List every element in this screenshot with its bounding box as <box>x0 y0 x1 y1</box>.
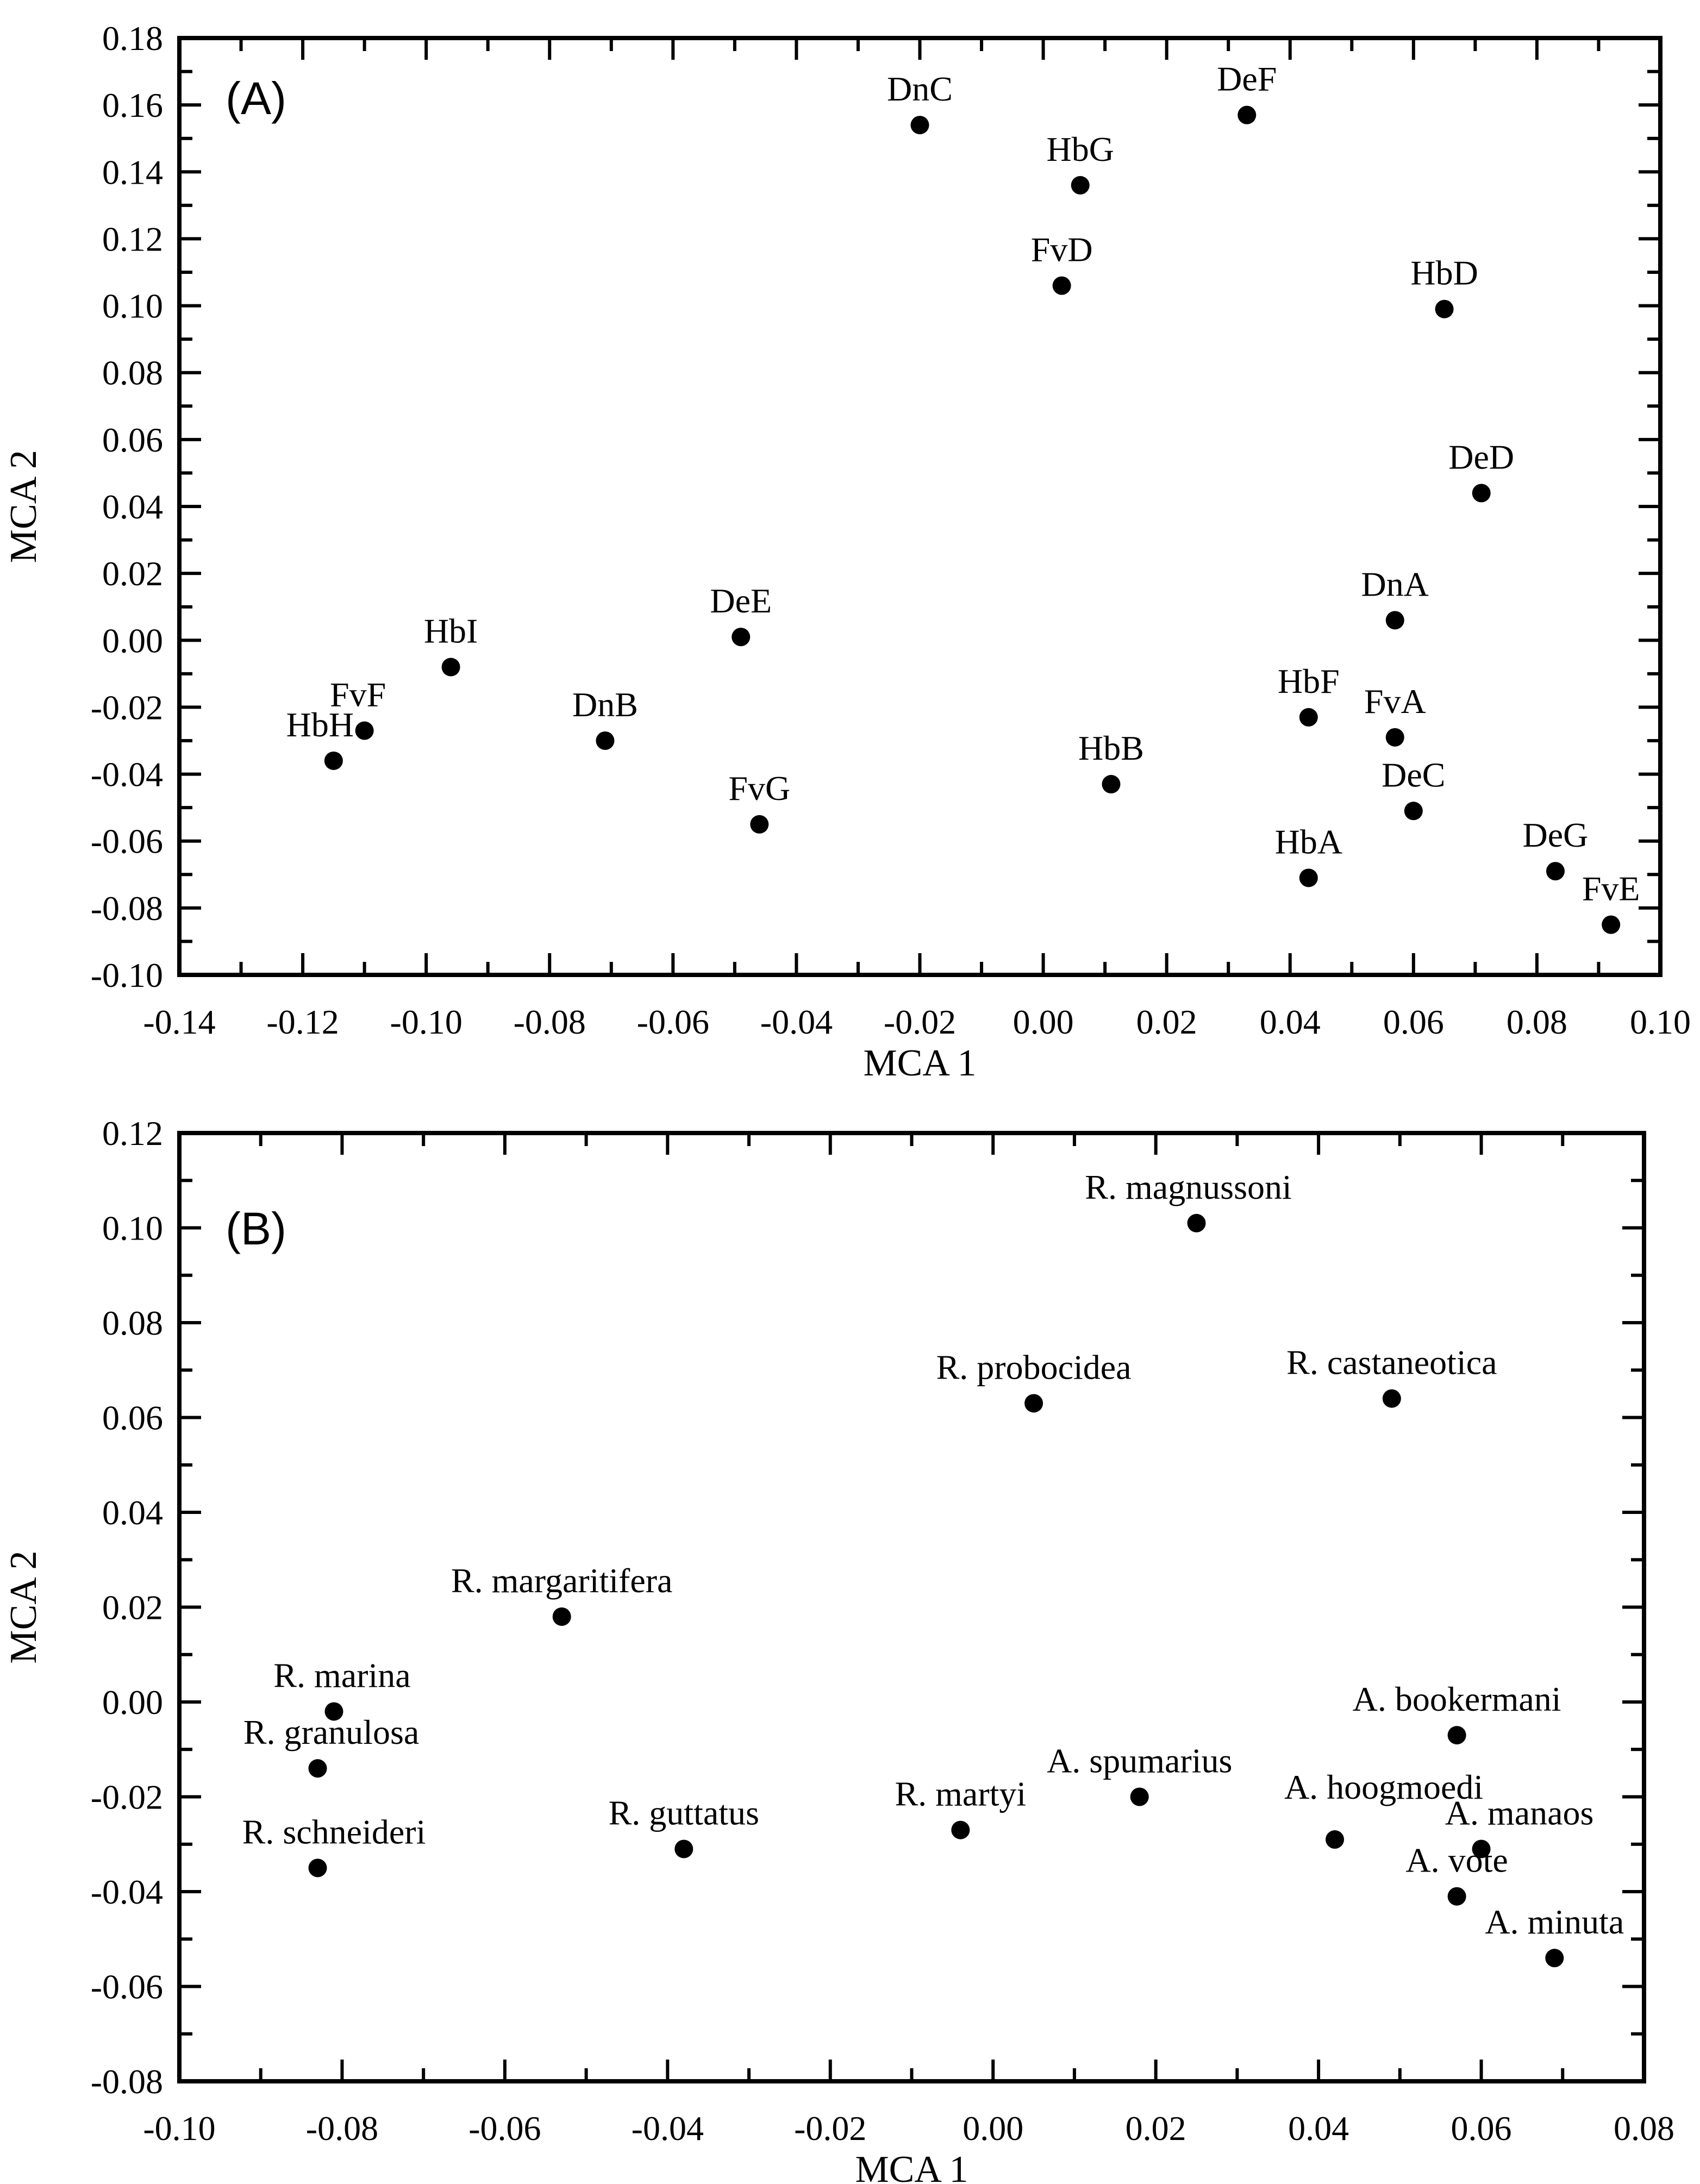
data-point <box>1472 484 1491 502</box>
data-point <box>1071 176 1090 195</box>
point-label: DeC <box>1382 755 1446 794</box>
point-label: HbA <box>1274 822 1343 861</box>
y-axis-title: MCA 2 <box>3 1550 45 1664</box>
x-axis-title: MCA 1 <box>863 1042 977 1084</box>
x-tick-label: -0.12 <box>266 1003 339 1041</box>
x-axis-title: MCA 1 <box>855 2149 968 2184</box>
y-tick-label: 0.00 <box>102 621 163 660</box>
x-tick-label: -0.04 <box>760 1003 833 1041</box>
data-point <box>732 628 750 646</box>
x-tick-label: 0.06 <box>1451 2109 1512 2148</box>
point-label: A. manaos <box>1445 1793 1594 1832</box>
x-tick-label: 0.02 <box>1125 2109 1186 2148</box>
y-tick-label: 0.16 <box>102 86 163 125</box>
point-label: FvA <box>1364 681 1426 721</box>
data-point <box>1326 1830 1344 1849</box>
y-tick-label: -0.08 <box>90 2062 163 2101</box>
data-point <box>1024 1394 1043 1412</box>
point-label: HbB <box>1078 729 1144 768</box>
point-label: A. vote <box>1405 1841 1508 1880</box>
data-point <box>1602 916 1620 934</box>
y-tick-label: 0.02 <box>102 1588 163 1627</box>
point-label: HbG <box>1046 129 1114 168</box>
data-point <box>1299 868 1318 887</box>
data-point <box>1188 1214 1206 1232</box>
y-tick-label: 0.04 <box>102 1493 163 1532</box>
data-point <box>750 815 768 834</box>
y-tick-label: 0.14 <box>102 153 163 192</box>
point-label: DnA <box>1361 565 1429 604</box>
data-point <box>553 1607 571 1626</box>
y-tick-label: 0.08 <box>102 353 163 392</box>
x-tick-label: 0.08 <box>1506 1003 1567 1041</box>
point-label: DeG <box>1522 816 1589 855</box>
point-label: HbD <box>1410 253 1478 292</box>
x-tick-label: -0.06 <box>636 1003 709 1041</box>
point-label: DnC <box>887 70 953 109</box>
data-point <box>1299 708 1318 727</box>
data-point <box>324 752 343 770</box>
data-point <box>1386 611 1404 629</box>
y-tick-label: -0.08 <box>90 888 163 928</box>
x-tick-label: 0.02 <box>1136 1003 1197 1041</box>
point-label: A. spumarius <box>1047 1741 1233 1780</box>
point-label: A. minuta <box>1485 1903 1624 1942</box>
data-point <box>1053 277 1071 295</box>
data-point <box>1545 1949 1564 1967</box>
point-label: R. castaneotica <box>1286 1343 1497 1382</box>
data-point <box>309 1858 327 1877</box>
y-tick-label: 0.12 <box>102 220 163 259</box>
data-point <box>596 731 614 750</box>
panel-label: (B) <box>226 1203 286 1254</box>
y-tick-label: 0.12 <box>102 1114 163 1153</box>
point-label: DnB <box>572 685 638 724</box>
point-label: R. martyi <box>895 1774 1027 1813</box>
y-tick-label: -0.06 <box>90 822 163 861</box>
y-axis-title: MCA 2 <box>3 449 45 564</box>
data-point <box>1448 1726 1466 1744</box>
point-label: FvG <box>728 768 791 808</box>
y-tick-label: 0.04 <box>102 487 163 526</box>
point-label: HbI <box>423 611 478 650</box>
x-tick-label: 0.00 <box>1012 1003 1074 1041</box>
point-label: R. magnussoni <box>1085 1167 1292 1206</box>
point-label: A. bookermani <box>1352 1680 1561 1719</box>
x-tick-label: -0.02 <box>794 2109 867 2148</box>
point-label: A. hoogmoedi <box>1284 1768 1484 1807</box>
data-point <box>1383 1390 1401 1408</box>
y-tick-label: 0.00 <box>102 1683 163 1722</box>
data-point <box>1404 802 1423 820</box>
point-label: DeE <box>710 581 772 621</box>
x-tick-label: 0.06 <box>1383 1003 1444 1041</box>
x-tick-label: -0.02 <box>883 1003 957 1041</box>
y-tick-label: -0.02 <box>90 688 163 727</box>
y-tick-label: 0.06 <box>102 1398 163 1437</box>
y-tick-label: -0.04 <box>90 1873 163 1911</box>
data-point <box>1546 862 1565 880</box>
point-label: R. probocidea <box>936 1348 1132 1387</box>
y-tick-label: -0.02 <box>90 1778 163 1817</box>
data-point <box>309 1759 327 1778</box>
point-label: FvD <box>1030 230 1093 269</box>
y-tick-label: 0.10 <box>102 1209 163 1248</box>
point-label: R. margaritifera <box>451 1561 673 1600</box>
data-point <box>1238 106 1256 124</box>
point-label: FvE <box>1582 869 1640 908</box>
point-label: R. guttatus <box>608 1793 759 1832</box>
point-label: R. schneideri <box>242 1812 426 1851</box>
x-tick-label: -0.14 <box>143 1003 216 1041</box>
point-label: HbF <box>1277 661 1340 700</box>
data-point <box>442 658 460 677</box>
x-tick-label: -0.10 <box>390 1003 462 1041</box>
x-tick-label: 0.10 <box>1630 1003 1691 1041</box>
panel-label: (A) <box>226 73 286 124</box>
y-tick-label: 0.18 <box>102 19 163 58</box>
point-label: HbH <box>286 705 354 744</box>
data-point <box>674 1839 693 1858</box>
point-label: R. granulosa <box>243 1713 420 1752</box>
point-label: DeD <box>1448 437 1515 477</box>
point-label: R. marina <box>273 1656 411 1695</box>
x-tick-label: -0.06 <box>468 2109 541 2148</box>
x-tick-label: -0.08 <box>513 1003 586 1041</box>
data-point <box>1448 1887 1466 1906</box>
x-tick-label: 0.04 <box>1288 2109 1349 2148</box>
x-tick-label: 0.08 <box>1614 2109 1674 2148</box>
y-tick-label: 0.10 <box>102 286 163 326</box>
data-point <box>951 1821 970 1839</box>
x-tick-label: -0.10 <box>143 2109 216 2148</box>
point-label: DeF <box>1217 59 1277 98</box>
y-tick-label: 0.08 <box>102 1304 163 1342</box>
y-tick-label: 0.02 <box>102 554 163 593</box>
data-point <box>1130 1788 1149 1806</box>
y-tick-label: 0.06 <box>102 420 163 459</box>
x-tick-label: 0.00 <box>962 2109 1024 2148</box>
y-tick-label: -0.06 <box>90 1967 163 2006</box>
data-point <box>1435 300 1454 318</box>
x-tick-label: -0.08 <box>305 2109 379 2148</box>
x-tick-label: 0.04 <box>1259 1003 1321 1041</box>
data-point <box>1102 775 1120 793</box>
point-label: FvF <box>330 675 386 714</box>
y-tick-label: -0.04 <box>90 755 163 794</box>
data-point <box>355 722 374 740</box>
data-point <box>911 116 929 134</box>
x-tick-label: -0.04 <box>631 2109 704 2148</box>
y-tick-label: -0.10 <box>90 956 163 994</box>
data-point <box>1386 728 1404 747</box>
